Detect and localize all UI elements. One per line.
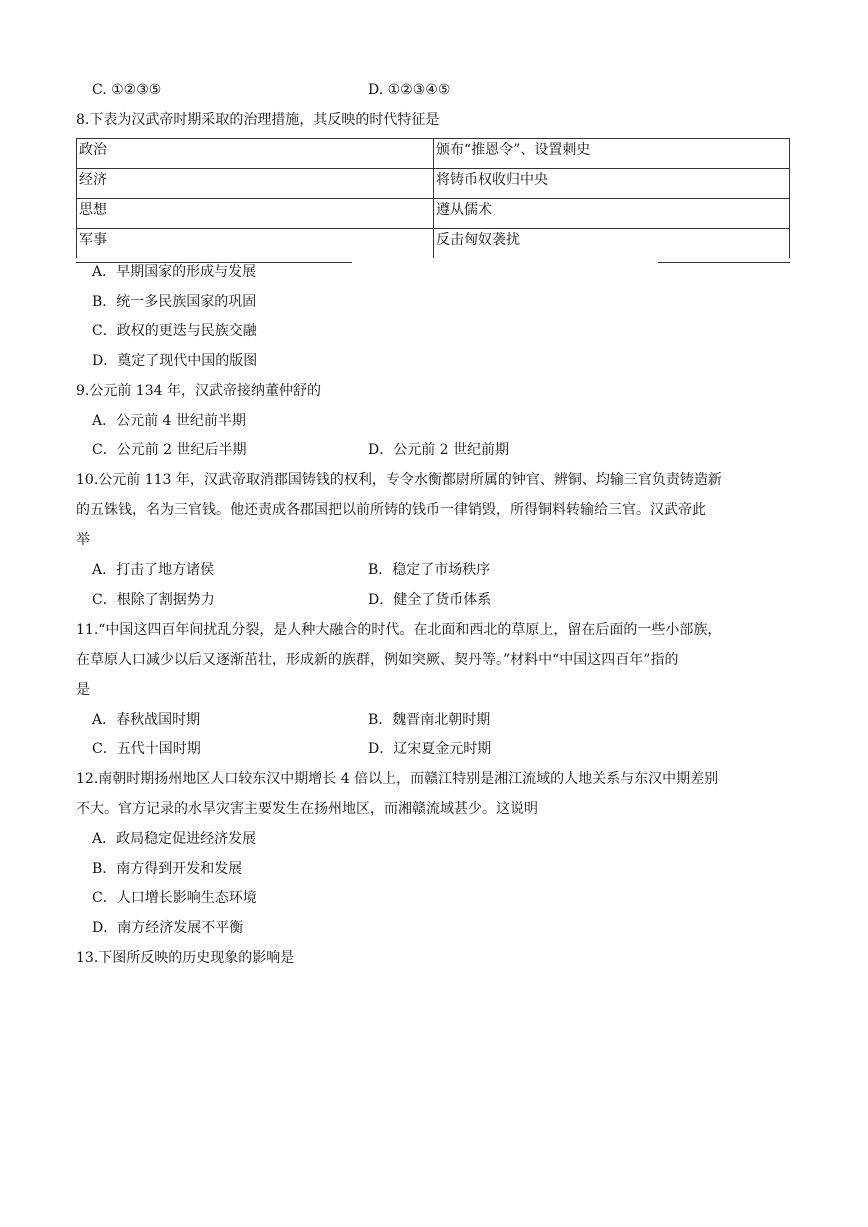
q9-option-d: D．公元前 2 世纪前期 — [368, 442, 510, 458]
table-cell-measure: 将铸币权收归中央 — [434, 169, 790, 199]
table-cell-field: 经济 — [77, 169, 434, 199]
q8-option-a: A．早期国家的形成与发展 — [92, 264, 257, 280]
table-row — [77, 139, 790, 169]
q11-option-c: C．五代十国时期 — [92, 741, 201, 757]
table-cell-field: 政治 — [77, 139, 434, 169]
table-row — [77, 199, 790, 229]
q12-option-d: D．南方经济发展不平衡 — [92, 920, 244, 936]
q10-option-d: D．健全了货币体系 — [368, 592, 492, 608]
table-cell-measure: 颁布“推恩令”、设置刺史 — [434, 139, 790, 169]
table-cell-measure: 遵从儒术 — [434, 199, 790, 229]
q7-option-d: D. ①②③④⑤ — [368, 82, 451, 98]
q8-option-c: C．政权的更迭与民族交融 — [92, 323, 257, 339]
table-row — [77, 229, 790, 259]
q11-option-b: B．魏晋南北朝时期 — [368, 712, 491, 728]
q10-option-b: B．稳定了市场秩序 — [368, 562, 491, 578]
q11-option-a: A．春秋战国时期 — [92, 712, 201, 728]
table-cell-measure: 反击匈奴袭扰 — [434, 229, 790, 259]
q11-option-d: D．辽宋夏金元时期 — [368, 741, 492, 757]
q11-line-1: 11.“中国这四百年间扰乱分裂，是人种大融合的时代。在北面和西北的草原上，留在后面的一些小部族， — [76, 622, 722, 638]
q12-option-c: C．人口增长影响生态环境 — [92, 890, 257, 906]
table-bottom-rule-right — [658, 262, 790, 263]
q10-option-a: A．打击了地方诸侯 — [92, 562, 215, 578]
table-row — [77, 169, 790, 199]
q10-option-c: C．根除了割据势力 — [92, 592, 215, 608]
q10-line-3: 举 — [76, 532, 90, 548]
q9-option-c: C．公元前 2 世纪后半期 — [92, 442, 247, 458]
q12-line-1: 12.南朝时期扬州地区人口较东汉中期增长 4 倍以上，而赣江特别是湘江流域的人地关系与东汉中期差别 — [76, 771, 719, 787]
table-cell-field: 军事 — [77, 229, 434, 259]
q7-option-c: C. ①②③⑤ — [92, 82, 162, 98]
table-cell-field: 思想 — [77, 199, 434, 229]
q10-line-2: 的五铢钱，名为三官钱。他还责成各郡国把以前所铸的钱币一律销毁，所得铜料转输给三官。汉武帝此 — [76, 502, 706, 518]
q12-option-a: A．政局稳定促进经济发展 — [92, 831, 257, 847]
q8-option-d: D．奠定了现代中国的版图 — [92, 353, 258, 369]
q9-option-a: A．公元前 4 世纪前半期 — [92, 413, 246, 429]
q9-stem: 9.公元前 134 年，汉武帝接纳董仲舒的 — [76, 383, 328, 399]
q11-line-3: 是 — [76, 682, 90, 698]
q12-option-b: B．南方得到开发和发展 — [92, 861, 243, 877]
q8-stem: 8.下表为汉武帝时期采取的治理措施，其反映的时代特征是 — [76, 112, 440, 128]
q11-line-2: 在草原人口减少以后又逐渐茁壮，形成新的族群，例如突厥、契丹等。”材料中“中国这四百年”指的 — [76, 652, 679, 668]
q13-stem: 13.下图所反映的历史现象的影响是 — [76, 950, 295, 966]
q8-option-b: B．统一多民族国家的巩固 — [92, 294, 257, 310]
q12-line-2: 不大。官方记录的水旱灾害主要发生在扬州地区，而湘赣流域甚少。这说明 — [76, 801, 538, 817]
q10-line-1: 10.公元前 113 年，汉武帝取消郡国铸钱的权利，专令水衡都尉所属的钟官、辨铜、均输三官负责铸造新 — [76, 472, 722, 488]
q8-table — [76, 138, 790, 258]
